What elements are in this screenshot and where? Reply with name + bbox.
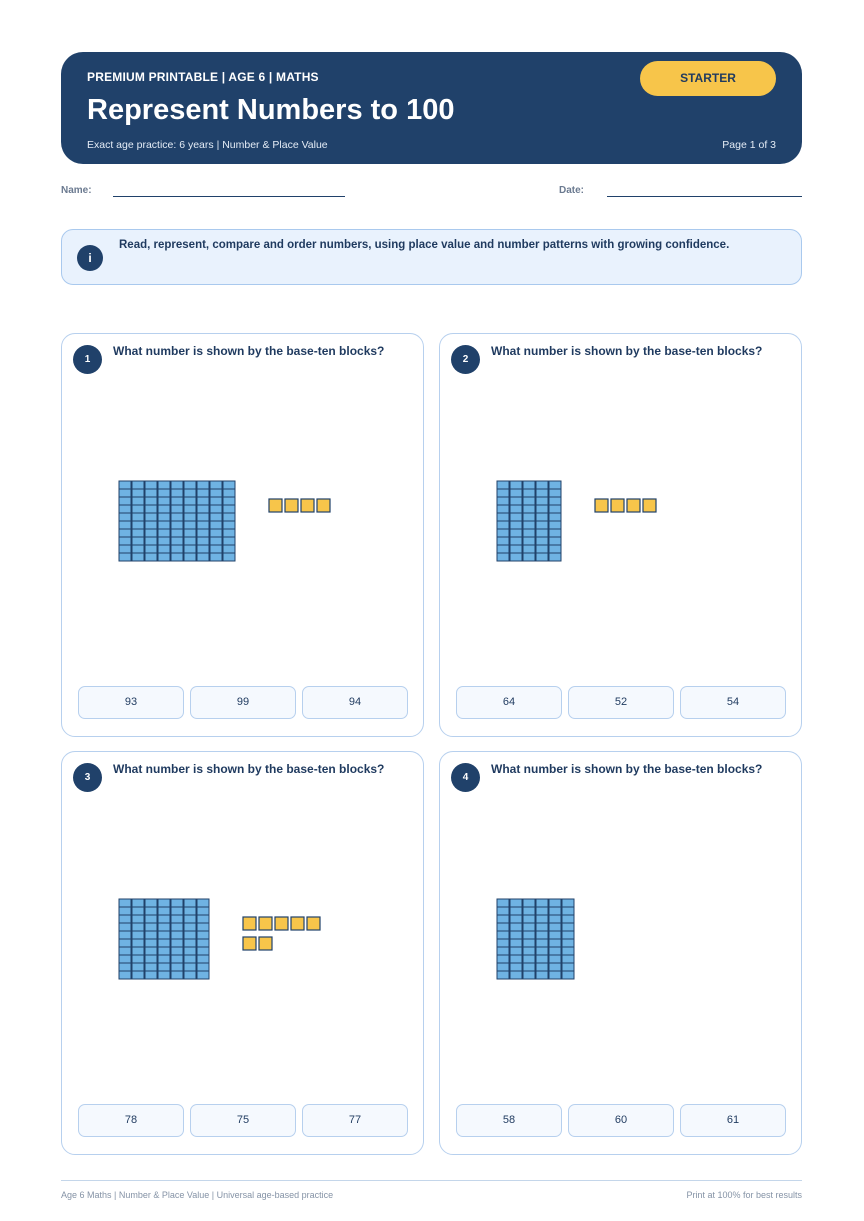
ones-cube — [595, 499, 608, 512]
ones-cube — [259, 917, 272, 930]
tens-rod — [497, 899, 509, 979]
tens-rod — [197, 899, 209, 979]
page-indicator: Page 1 of 3 — [722, 139, 776, 151]
tens-rod — [210, 481, 222, 561]
date-line[interactable] — [607, 196, 802, 197]
tens-rod — [562, 899, 574, 979]
date-label: Date: — [559, 185, 585, 196]
question-card — [439, 333, 802, 737]
tens-rod — [536, 481, 548, 561]
name-label: Name: — [61, 185, 92, 196]
ones-cube — [243, 917, 256, 930]
question-number: 4 — [451, 763, 480, 792]
base-ten-blocks — [440, 334, 801, 736]
tens-rod — [197, 481, 209, 561]
question-number: 3 — [73, 763, 102, 792]
tens-rod — [510, 899, 522, 979]
name-line[interactable] — [113, 196, 345, 197]
tens-rod — [184, 481, 196, 561]
tens-rod — [119, 481, 131, 561]
question-prompt: What number is shown by the base-ten blocks? — [491, 344, 763, 358]
ones-cube — [317, 499, 330, 512]
answer-option[interactable]: 54 — [680, 686, 786, 719]
tens-rod — [158, 899, 170, 979]
question-number: 2 — [451, 345, 480, 374]
ones-cube — [611, 499, 624, 512]
tens-rod — [171, 481, 183, 561]
answer-option[interactable]: 61 — [680, 1104, 786, 1137]
footer-left-text: Age 6 Maths | Number & Place Value | Universal age-based practice — [61, 1190, 334, 1200]
answer-option[interactable]: 99 — [190, 686, 296, 719]
answer-option[interactable]: 58 — [456, 1104, 562, 1137]
tens-rod — [497, 481, 509, 561]
ones-cube — [307, 917, 320, 930]
base-ten-blocks — [62, 334, 423, 736]
ones-cube — [243, 937, 256, 950]
tens-rod — [119, 899, 131, 979]
tens-rod — [145, 481, 157, 561]
question-card — [439, 751, 802, 1155]
header-subtitle: Exact age practice: 6 years | Number & Place Value — [87, 139, 328, 151]
tens-rod — [523, 899, 535, 979]
tens-rod — [132, 899, 144, 979]
tens-rod — [223, 481, 235, 561]
answer-option[interactable]: 52 — [568, 686, 674, 719]
tens-rod — [171, 899, 183, 979]
answer-option[interactable]: 93 — [78, 686, 184, 719]
info-text: Read, represent, compare and order numbers, using place value and number patterns with growing confidence. — [119, 239, 730, 251]
ones-cube — [291, 917, 304, 930]
base-ten-blocks — [62, 752, 423, 1154]
tens-rod — [536, 899, 548, 979]
question-prompt: What number is shown by the base-ten blocks? — [113, 344, 385, 358]
ones-cube — [269, 499, 282, 512]
answer-option[interactable]: 94 — [302, 686, 408, 719]
footer-right-text: Print at 100% for best results — [686, 1190, 802, 1200]
answer-option[interactable]: 77 — [302, 1104, 408, 1137]
question-card — [61, 333, 424, 737]
tens-rod — [158, 481, 170, 561]
ones-cube — [627, 499, 640, 512]
header-kicker: PREMIUM PRINTABLE | AGE 6 | MATHS — [87, 70, 319, 84]
ones-cube — [285, 499, 298, 512]
answer-option[interactable]: 60 — [568, 1104, 674, 1137]
tens-rod — [523, 481, 535, 561]
tens-rod — [549, 481, 561, 561]
tens-rod — [184, 899, 196, 979]
base-ten-blocks — [440, 752, 801, 1154]
ones-cube — [301, 499, 314, 512]
ones-cube — [259, 937, 272, 950]
answer-option[interactable]: 64 — [456, 686, 562, 719]
level-badge: STARTER — [640, 61, 776, 96]
answer-option[interactable]: 75 — [190, 1104, 296, 1137]
answer-option[interactable]: 78 — [78, 1104, 184, 1137]
page-title: Represent Numbers to 100 — [87, 94, 455, 126]
info-box — [61, 229, 802, 285]
info-icon: i — [77, 245, 103, 271]
ones-cube — [275, 917, 288, 930]
question-prompt: What number is shown by the base-ten blocks? — [491, 762, 763, 776]
worksheet-header — [61, 52, 802, 164]
question-number: 1 — [73, 345, 102, 374]
tens-rod — [549, 899, 561, 979]
tens-rod — [510, 481, 522, 561]
question-card — [61, 751, 424, 1155]
ones-cube — [643, 499, 656, 512]
tens-rod — [145, 899, 157, 979]
tens-rod — [132, 481, 144, 561]
footer-divider — [61, 1180, 802, 1181]
question-prompt: What number is shown by the base-ten blocks? — [113, 762, 385, 776]
